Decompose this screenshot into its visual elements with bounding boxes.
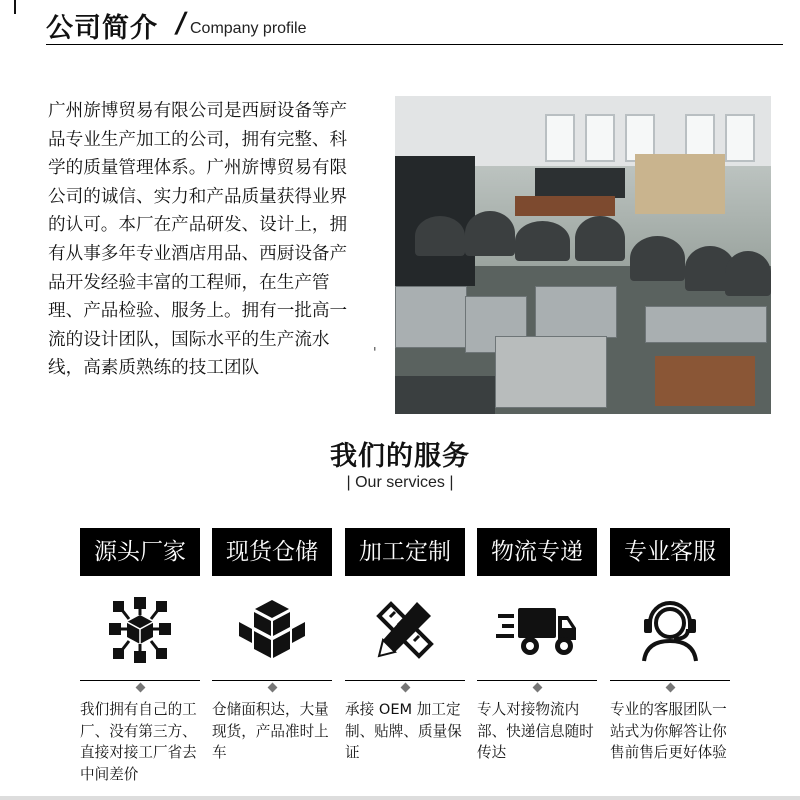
stacked-boxes-icon (237, 598, 307, 662)
service-label: 加工定制 (345, 528, 465, 576)
service-description: 专业的客服团队一站式为你解答让你售前售后更好体验 (610, 701, 727, 762)
service-card-source-factory (80, 528, 200, 786)
service-description: 专人对接物流内部、快递信息随时传达 (477, 701, 594, 762)
services-title: 我们的服务 (330, 441, 470, 472)
service-description: 我们拥有自己的工厂、没有第三方、直接对接工厂省去中间差价 (80, 701, 197, 784)
headset-agent-icon (638, 597, 702, 663)
service-card-warehouse (212, 528, 332, 764)
service-description: 承接 OEM 加工定制、贴牌、质量保证 (345, 701, 462, 762)
diamond-marker (267, 683, 277, 693)
pencil-ruler-icon (373, 598, 437, 662)
header-divider (46, 44, 783, 45)
stray-tick-mark: ' (373, 346, 377, 361)
card-divider (477, 680, 597, 681)
service-card-customer-service (610, 528, 730, 764)
service-description: 仓储面积达，大量现货，产品准时上车 (212, 701, 329, 762)
delivery-truck-icon (496, 602, 578, 658)
diamond-marker (135, 683, 145, 693)
service-card-logistics (477, 528, 597, 764)
bottom-border (0, 796, 800, 800)
factory-photo (395, 96, 771, 414)
diamond-marker (400, 683, 410, 693)
section-subtitle: Company profile (190, 20, 307, 37)
card-divider (80, 680, 200, 681)
title-slash: / (173, 6, 189, 39)
service-card-custom-processing (345, 528, 465, 764)
service-label: 专业客服 (610, 528, 730, 576)
service-label: 现货仓储 (212, 528, 332, 576)
section-title: 公司简介 (46, 13, 158, 44)
company-intro-text: 广州旂博贸易有限公司是西厨设备等产品专业生产加工的公司，拥有完整、科学的质量管理体系。广州旂博贸易有限公司的诚信、实力和产品质量获得业界的认可。本厂在产品研发、设计上，拥有从事多年专业酒店用品、西厨设备产品开发经验丰富的工程师，在生产管理、产品检验、服务上。拥有一批高一流的设计团队，国际水平的生产流水线，高素质熟练的技工团队 (48, 101, 348, 379)
card-divider (345, 680, 465, 681)
corner-mark (14, 0, 16, 14)
service-label: 物流专递 (477, 528, 597, 576)
services-subtitle: | Our services | (346, 474, 454, 491)
diamond-marker (532, 683, 542, 693)
diamond-marker (665, 683, 675, 693)
cube-network-icon (107, 597, 173, 663)
card-divider (610, 680, 730, 681)
service-label: 源头厂家 (80, 528, 200, 576)
card-divider (212, 680, 332, 681)
